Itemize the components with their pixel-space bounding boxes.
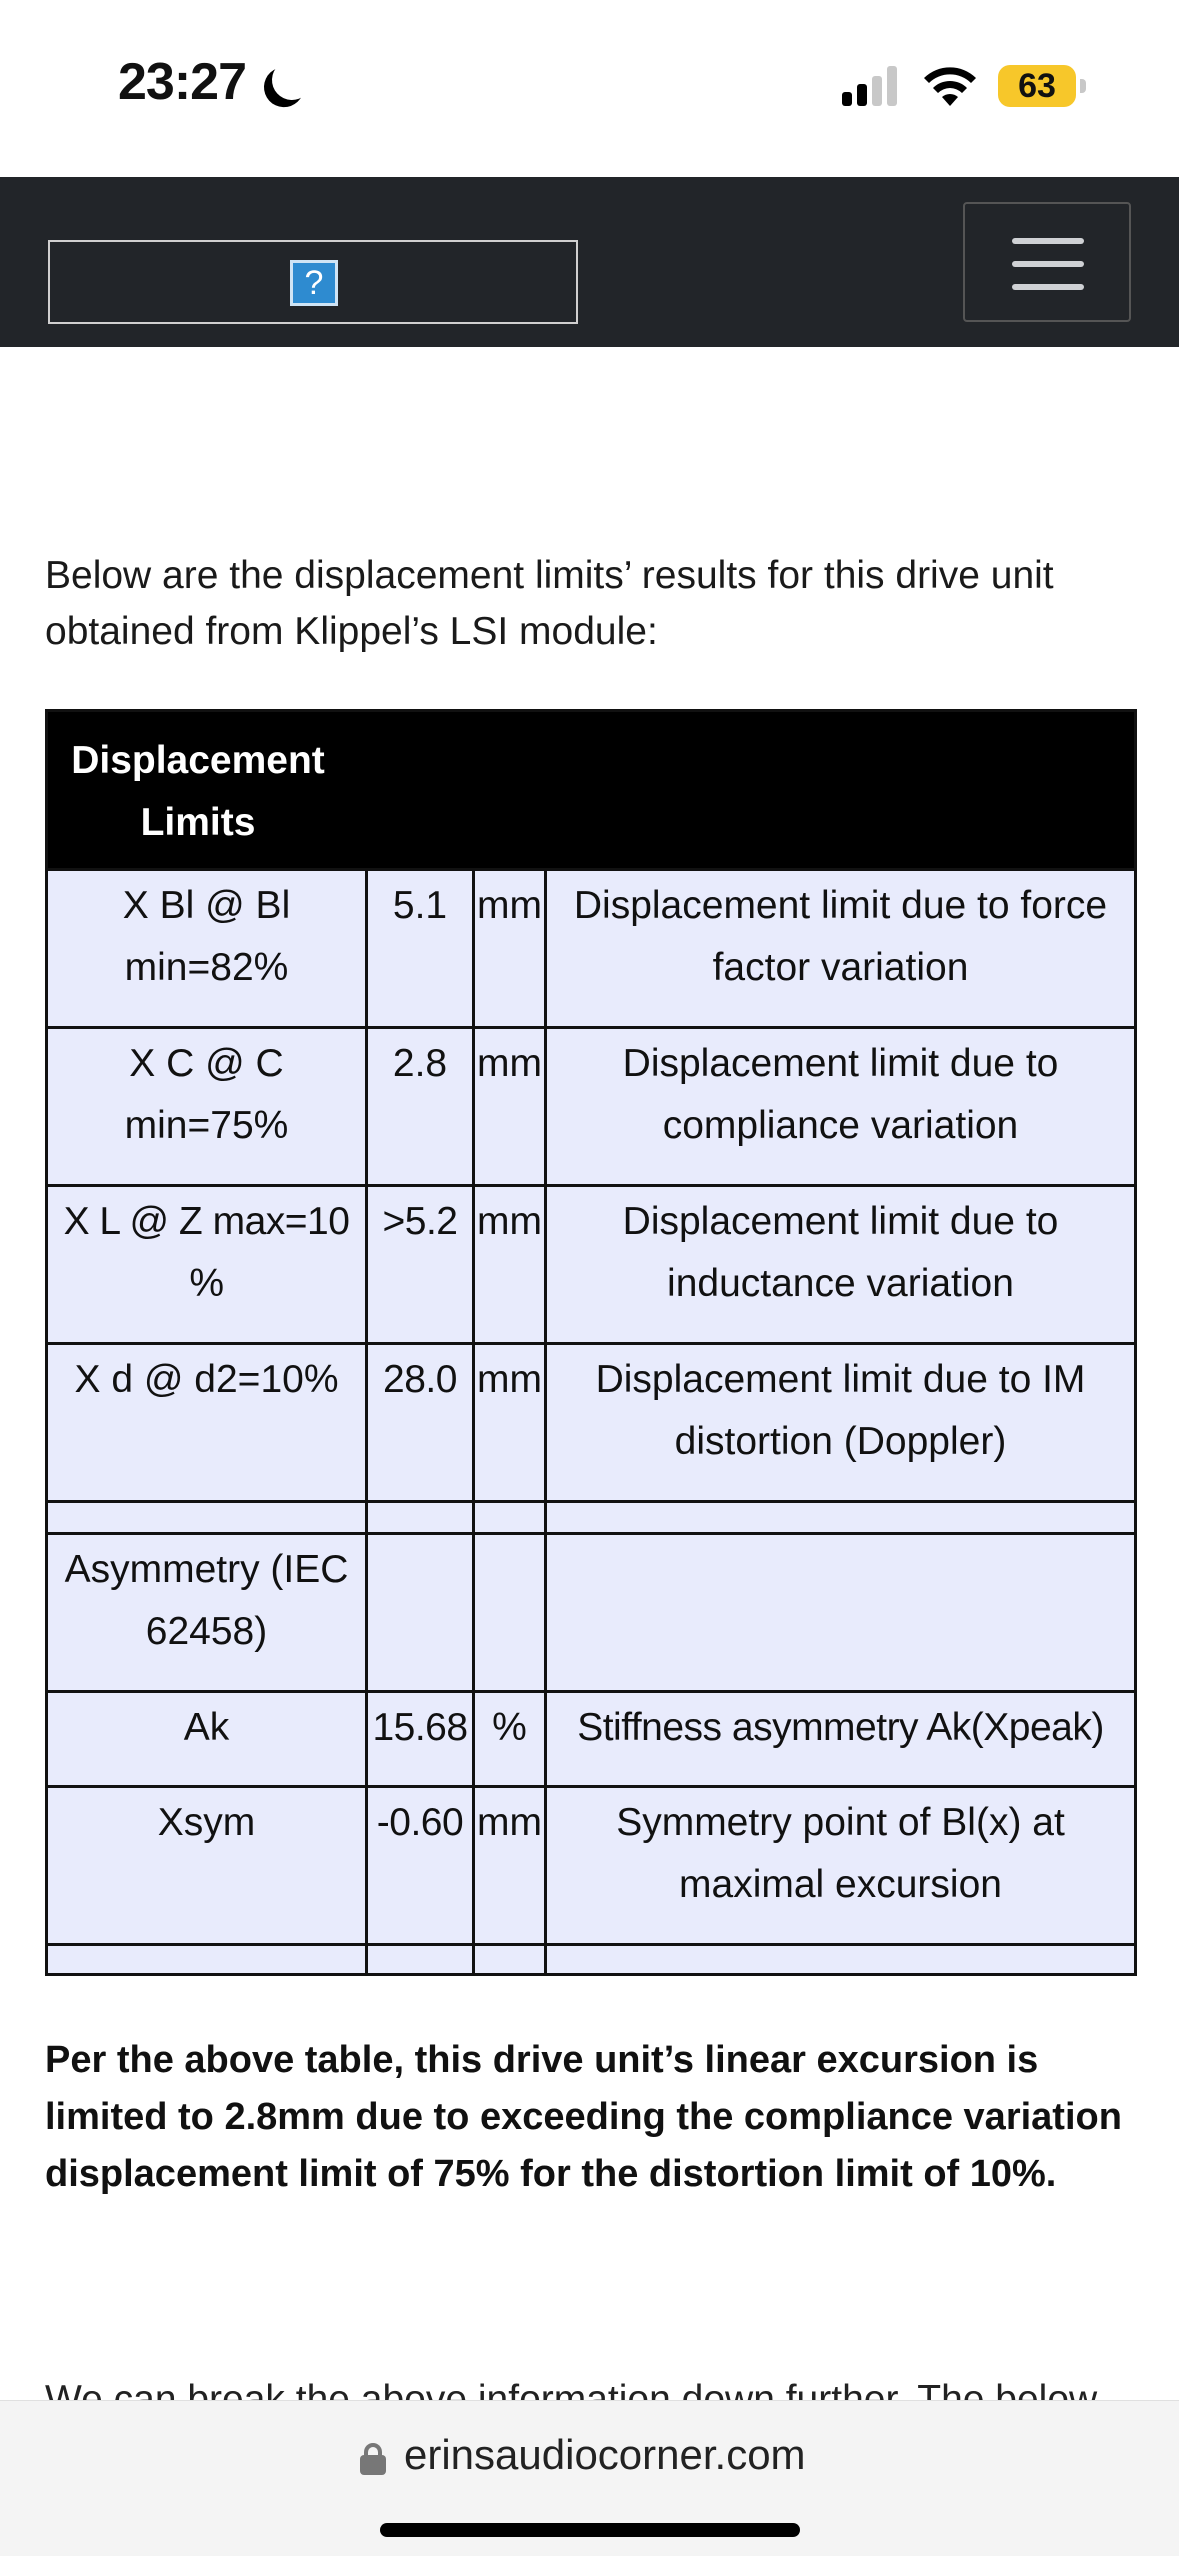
row-value: 5.1 [367, 870, 474, 1028]
battery-icon [998, 65, 1076, 107]
row-label: X Bl @ Bl min=82% [47, 870, 367, 1028]
table-row [47, 1787, 1136, 1945]
table-row [47, 870, 1136, 1028]
table-header-label: Displacement Limits [71, 739, 325, 844]
site-navbar [0, 177, 1179, 347]
row-label [47, 1502, 367, 1534]
url-text[interactable]: erinsaudiocorner.com [404, 2431, 806, 2478]
table-header-row [47, 711, 1136, 870]
cellular-signal-icon [842, 62, 897, 106]
table-row [47, 1028, 1136, 1186]
clock: 23:27 [118, 53, 246, 111]
browser-address-bar[interactable] [0, 2400, 1179, 2556]
table-row-empty [47, 1502, 1136, 1534]
broken-image-glyph: ? [304, 264, 324, 302]
row-description: Stiffness asymmetry Ak(Xpeak) [546, 1692, 1136, 1787]
row-unit: mm [474, 870, 546, 1028]
row-label: X L @ Z max=10 % [47, 1186, 367, 1344]
row-value [367, 1534, 474, 1692]
row-description: Displacement limit due to inductance variation [546, 1186, 1136, 1344]
table-row [47, 1534, 1136, 1692]
row-unit [474, 1945, 546, 1975]
row-label: X d @ d2=10% [47, 1344, 367, 1502]
displacement-limits-table [45, 709, 1137, 1976]
row-label: Asymmetry (IEC 62458) [47, 1534, 367, 1692]
row-label: X C @ C min=75% [47, 1028, 367, 1186]
intro-paragraph: Below are the displacement limits’ results for this drive unit obtained from Klippel’s LSI module: [45, 554, 1054, 653]
row-value: 28.0 [367, 1344, 474, 1502]
row-description [546, 1945, 1136, 1975]
row-unit [474, 1534, 546, 1692]
row-unit [474, 1502, 546, 1534]
row-value [367, 1945, 474, 1975]
conclusion-paragraph: Per the above table, this drive unit’s linear excursion is limited to 2.8mm due to exceeding the compliance variation displacement limit of 75% for the distortion limit of 10%. [45, 2039, 1122, 2195]
table-row [47, 1186, 1136, 1344]
row-label: Ak [47, 1692, 367, 1787]
row-unit: mm [474, 1344, 546, 1502]
table-row [47, 1692, 1136, 1787]
status-bar [0, 0, 1179, 177]
wifi-icon [922, 64, 978, 108]
row-value: 2.8 [367, 1028, 474, 1186]
table-row [47, 1344, 1136, 1502]
row-value: 15.68 [367, 1692, 474, 1787]
row-value [367, 1502, 474, 1534]
row-description [546, 1534, 1136, 1692]
row-unit: % [474, 1692, 546, 1787]
table-header [47, 711, 1136, 870]
row-description: Displacement limit due to IM distortion (Doppler) [546, 1344, 1136, 1502]
row-value: >5.2 [367, 1186, 474, 1344]
row-unit: mm [474, 1787, 546, 1945]
battery-level: 63 [1018, 67, 1056, 105]
site-logo-link[interactable] [48, 240, 578, 324]
row-unit: mm [474, 1028, 546, 1186]
row-value: -0.60 [367, 1787, 474, 1945]
moon-icon [266, 54, 317, 105]
row-unit: mm [474, 1186, 546, 1344]
status-time [118, 52, 294, 112]
row-description: Displacement limit due to compliance variation [546, 1028, 1136, 1186]
row-description [546, 1502, 1136, 1534]
row-description: Symmetry point of Bl(x) at maximal excursion [546, 1787, 1136, 1945]
home-indicator[interactable] [380, 2523, 800, 2537]
row-description: Displacement limit due to force factor variation [546, 870, 1136, 1028]
broken-image-icon [290, 260, 338, 306]
lock-icon [360, 2443, 386, 2473]
hamburger-menu-icon[interactable] [963, 202, 1131, 322]
row-label [47, 1945, 367, 1975]
table-row-empty [47, 1945, 1136, 1975]
row-label: Xsym [47, 1787, 367, 1945]
